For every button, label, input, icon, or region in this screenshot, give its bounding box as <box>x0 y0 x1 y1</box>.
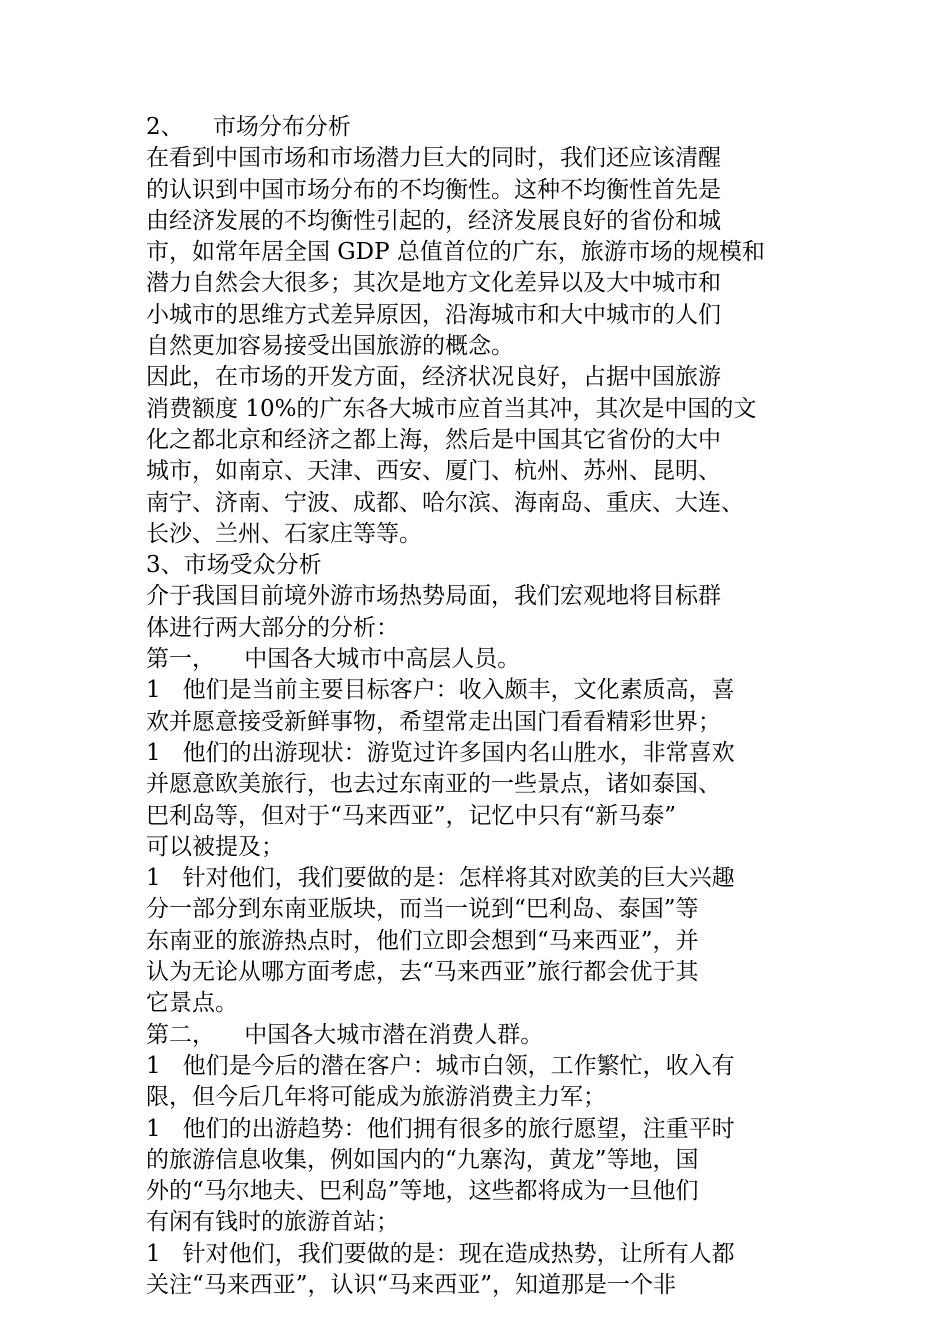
section-heading-market-distribution: 2、 市场分布分析 <box>146 114 351 140</box>
text-line: 小城市的思维方式差异原因，沿海城市和大中城市的人们 <box>146 301 721 328</box>
text-line: 东南亚的旅游热点时，他们立即会想到“马来西亚”，并 <box>146 927 699 954</box>
text-line: 有闲有钱时的旅游首站； <box>146 1209 399 1236</box>
list-item: 1 他们的出游趋势：他们拥有很多的旅行愿望，注重平时 <box>146 1115 735 1142</box>
text-line: 巴利岛等，但对于“马来西亚”，记忆中只有“新马泰” <box>146 802 677 829</box>
text-line: 可以被提及； <box>146 833 284 860</box>
text-line: 并愿意欧美旅行，也去过东南亚的一些景点，诸如泰国、 <box>146 771 721 798</box>
list-item: 1 他们的出游现状：游览过许多国内名山胜水，非常喜欢 <box>146 739 735 766</box>
text-line: 自然更加容易接受出国旅游的概念。 <box>146 333 514 360</box>
text-line: 的认识到中国市场分布的不均衡性。这种不均衡性首先是 <box>146 176 721 203</box>
text-line: 欢并愿意接受新鲜事物，希望常走出国门看看精彩世界； <box>146 708 721 735</box>
document-body <box>146 112 811 1301</box>
list-item: 1 他们是当前主要目标客户：收入颇丰，文化素质高，喜 <box>146 677 735 704</box>
text-line: 认为无论从哪方面考虑，去“马来西亚”旅行都会优于其 <box>146 959 699 986</box>
list-item: 1 针对他们，我们要做的是：怎样将其对欧美的巨大兴趣 <box>146 865 735 892</box>
text-line: 潜力自然会大很多；其次是地方文化差异以及大中城市和 <box>146 270 721 297</box>
text-line: 市，如常年居全国 GDP 总值首位的广东，旅游市场的规模和 <box>146 239 765 266</box>
subheading-group-one: 第一， 中国各大城市中高层人员。 <box>146 646 521 673</box>
text-line: 在看到中国市场和市场潜力巨大的同时，我们还应该清醒 <box>146 145 721 172</box>
text-line: 体进行两大部分的分析： <box>146 614 399 641</box>
text-line: 它景点。 <box>146 990 238 1017</box>
text-line: 的旅游信息收集，例如国内的“九寨沟，黄龙”等地，国 <box>146 1146 699 1173</box>
text-line: 消费额度 10%的广东各大城市应首当其冲，其次是中国的文 <box>146 395 757 422</box>
text-line: 关注“马来西亚”，认识“马来西亚”，知道那是一个非 <box>146 1271 677 1298</box>
section-heading-audience-analysis: 3、市场受众分析 <box>146 552 322 579</box>
text-line: 长沙、兰州、石家庄等等。 <box>146 520 422 547</box>
text-line: 限，但今后几年将可能成为旅游消费主力军； <box>146 1084 606 1111</box>
text-line: 城市，如南京、天津、西安、厦门、杭州、苏州、昆明、 <box>146 458 721 485</box>
text-line: 化之都北京和经济之都上海，然后是中国其它省份的大中 <box>146 426 721 453</box>
text-line: 因此，在市场的开发方面，经济状况良好，占据中国旅游 <box>146 364 721 391</box>
text-line: 分一部分到东南亚版块，而当一说到“巴利岛、泰国”等 <box>146 896 699 923</box>
text-line: 外的“马尔地夫、巴利岛”等地，这些都将成为一旦他们 <box>146 1178 699 1205</box>
text-line: 由经济发展的不均衡性引起的，经济发展良好的省份和城 <box>146 207 721 234</box>
list-item: 1 他们是今后的潜在客户：城市白领，工作繁忙，收入有 <box>146 1052 735 1079</box>
list-item: 1 针对他们，我们要做的是：现在造成热势，让所有人都 <box>146 1240 735 1267</box>
text-line: 南宁、济南、宁波、成都、哈尔滨、海南岛、重庆、大连、 <box>146 489 744 516</box>
text-line: 介于我国目前境外游市场热势局面，我们宏观地将目标群 <box>146 583 721 610</box>
subheading-group-two: 第二， 中国各大城市潜在消费人群。 <box>146 1021 544 1048</box>
